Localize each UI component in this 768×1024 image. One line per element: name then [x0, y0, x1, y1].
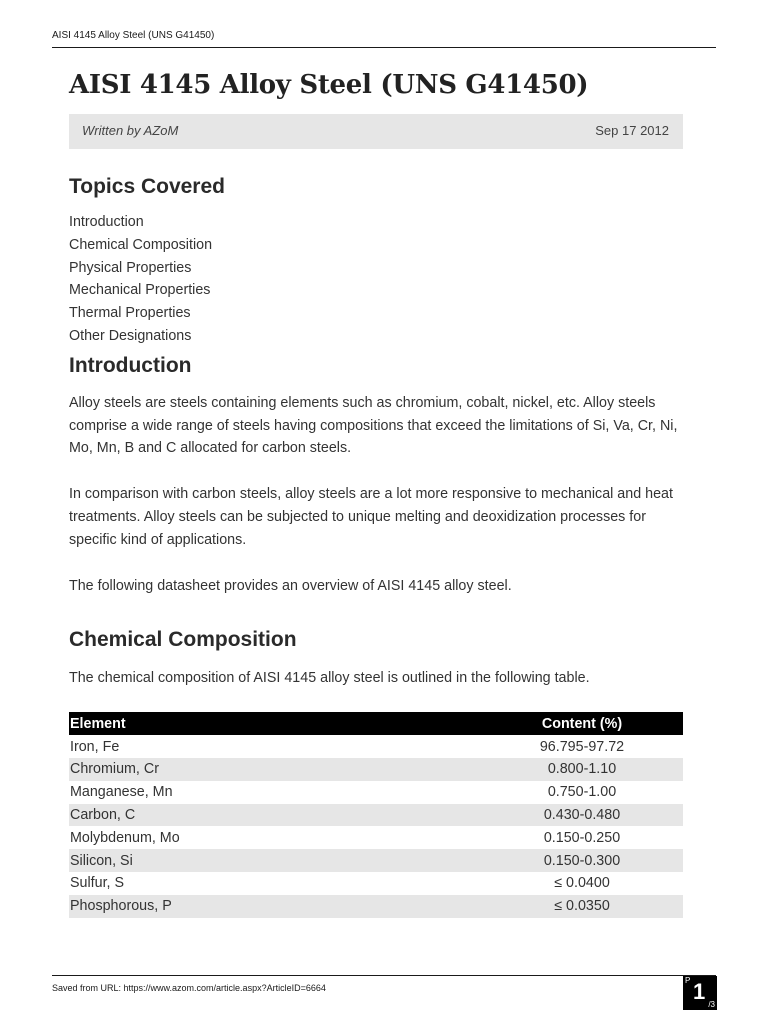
topic-link-other-designations[interactable]: Other Designations: [69, 327, 192, 344]
topic-link-thermal-properties[interactable]: Thermal Properties: [69, 305, 191, 322]
element-cell: Silicon, Si: [69, 849, 481, 872]
page-label: P: [685, 976, 691, 985]
table-row: [69, 895, 683, 918]
table-row: [69, 849, 683, 872]
topics-heading: Topics Covered: [69, 175, 225, 198]
element-cell: Iron, Fe: [70, 738, 120, 755]
saved-from-url: Saved from URL: https://www.azom.com/article.aspx?ArticleID=6664: [52, 983, 326, 993]
footer-rule: [52, 975, 716, 976]
article-content: [69, 170, 683, 918]
byline-bar: [69, 114, 683, 149]
page-number: 1: [693, 979, 706, 1004]
content-cell: 0.750-1.00: [547, 784, 617, 801]
table-row: [69, 826, 683, 849]
element-cell: Molybdenum, Mo: [70, 829, 180, 846]
content-cell: 0.430-0.480: [481, 804, 683, 827]
chemical-composition-heading: Chemical Composition: [69, 628, 297, 652]
intro-paragraph: Alloy steels are steels containing elements such as chromium, cobalt, nickel, etc. Alloy steels comprise a wide range of steels having compositions that exceed the limitations of Si, Va, Cr, Ni, Mo, Mn, B and C allocated for carbon steels.: [69, 394, 678, 457]
header-rule: [52, 47, 716, 48]
content-cell: 0.800-1.10: [481, 758, 683, 781]
table-row: [69, 781, 683, 804]
column-header-content: Content (%): [481, 712, 683, 735]
topic-link-introduction[interactable]: Introduction: [69, 214, 144, 230]
topic-link-chemical-composition[interactable]: Chemical Composition: [69, 236, 213, 253]
publish-date: Sep 17 2012: [595, 123, 669, 138]
table-row: [69, 735, 683, 758]
element-cell: Chromium, Cr: [69, 758, 481, 781]
topic-link-physical-properties[interactable]: Physical Properties: [69, 259, 192, 276]
running-header: AISI 4145 Alloy Steel (UNS G41450): [52, 30, 215, 41]
column-header-element: Element: [69, 712, 481, 735]
element-cell: Sulfur, S: [70, 875, 125, 892]
element-cell: Carbon, C: [69, 804, 481, 827]
introduction-heading: Introduction: [69, 353, 192, 377]
content-cell: 0.150-0.250: [543, 829, 621, 846]
table-row: [69, 758, 683, 781]
element-cell: Phosphorous, P: [69, 895, 481, 918]
table-row: [69, 804, 683, 827]
content-cell: ≤ 0.0400: [554, 875, 610, 892]
page-number-badge: [683, 976, 717, 1010]
topic-link-mechanical-properties[interactable]: Mechanical Properties: [69, 282, 211, 299]
content-cell: ≤ 0.0350: [481, 895, 683, 918]
chemical-composition-intro: The chemical composition of AISI 4145 alloy steel is outlined in the following table.: [69, 670, 590, 687]
table-header-row: [69, 712, 683, 735]
page-total: /3: [708, 1000, 715, 1009]
intro-paragraph: The following datasheet provides an overview of AISI 4145 alloy steel.: [69, 577, 512, 594]
composition-table: [69, 712, 683, 917]
topics-list: [69, 211, 683, 348]
article-title: AISI 4145 Alloy Steel (UNS G41450): [69, 70, 589, 100]
author: Written by AZoM: [82, 123, 179, 138]
content-cell: 96.795-97.72: [539, 738, 625, 755]
table-row: [69, 872, 683, 895]
intro-paragraph: In comparison with carbon steels, alloy steels are a lot more responsive to mechanical and heat treatments. Alloy steels can be subjected to unique melting and deoxidization processes for specific kind of applications.: [69, 486, 673, 548]
content-cell: 0.150-0.300: [481, 849, 683, 872]
element-cell: Manganese, Mn: [70, 784, 173, 801]
